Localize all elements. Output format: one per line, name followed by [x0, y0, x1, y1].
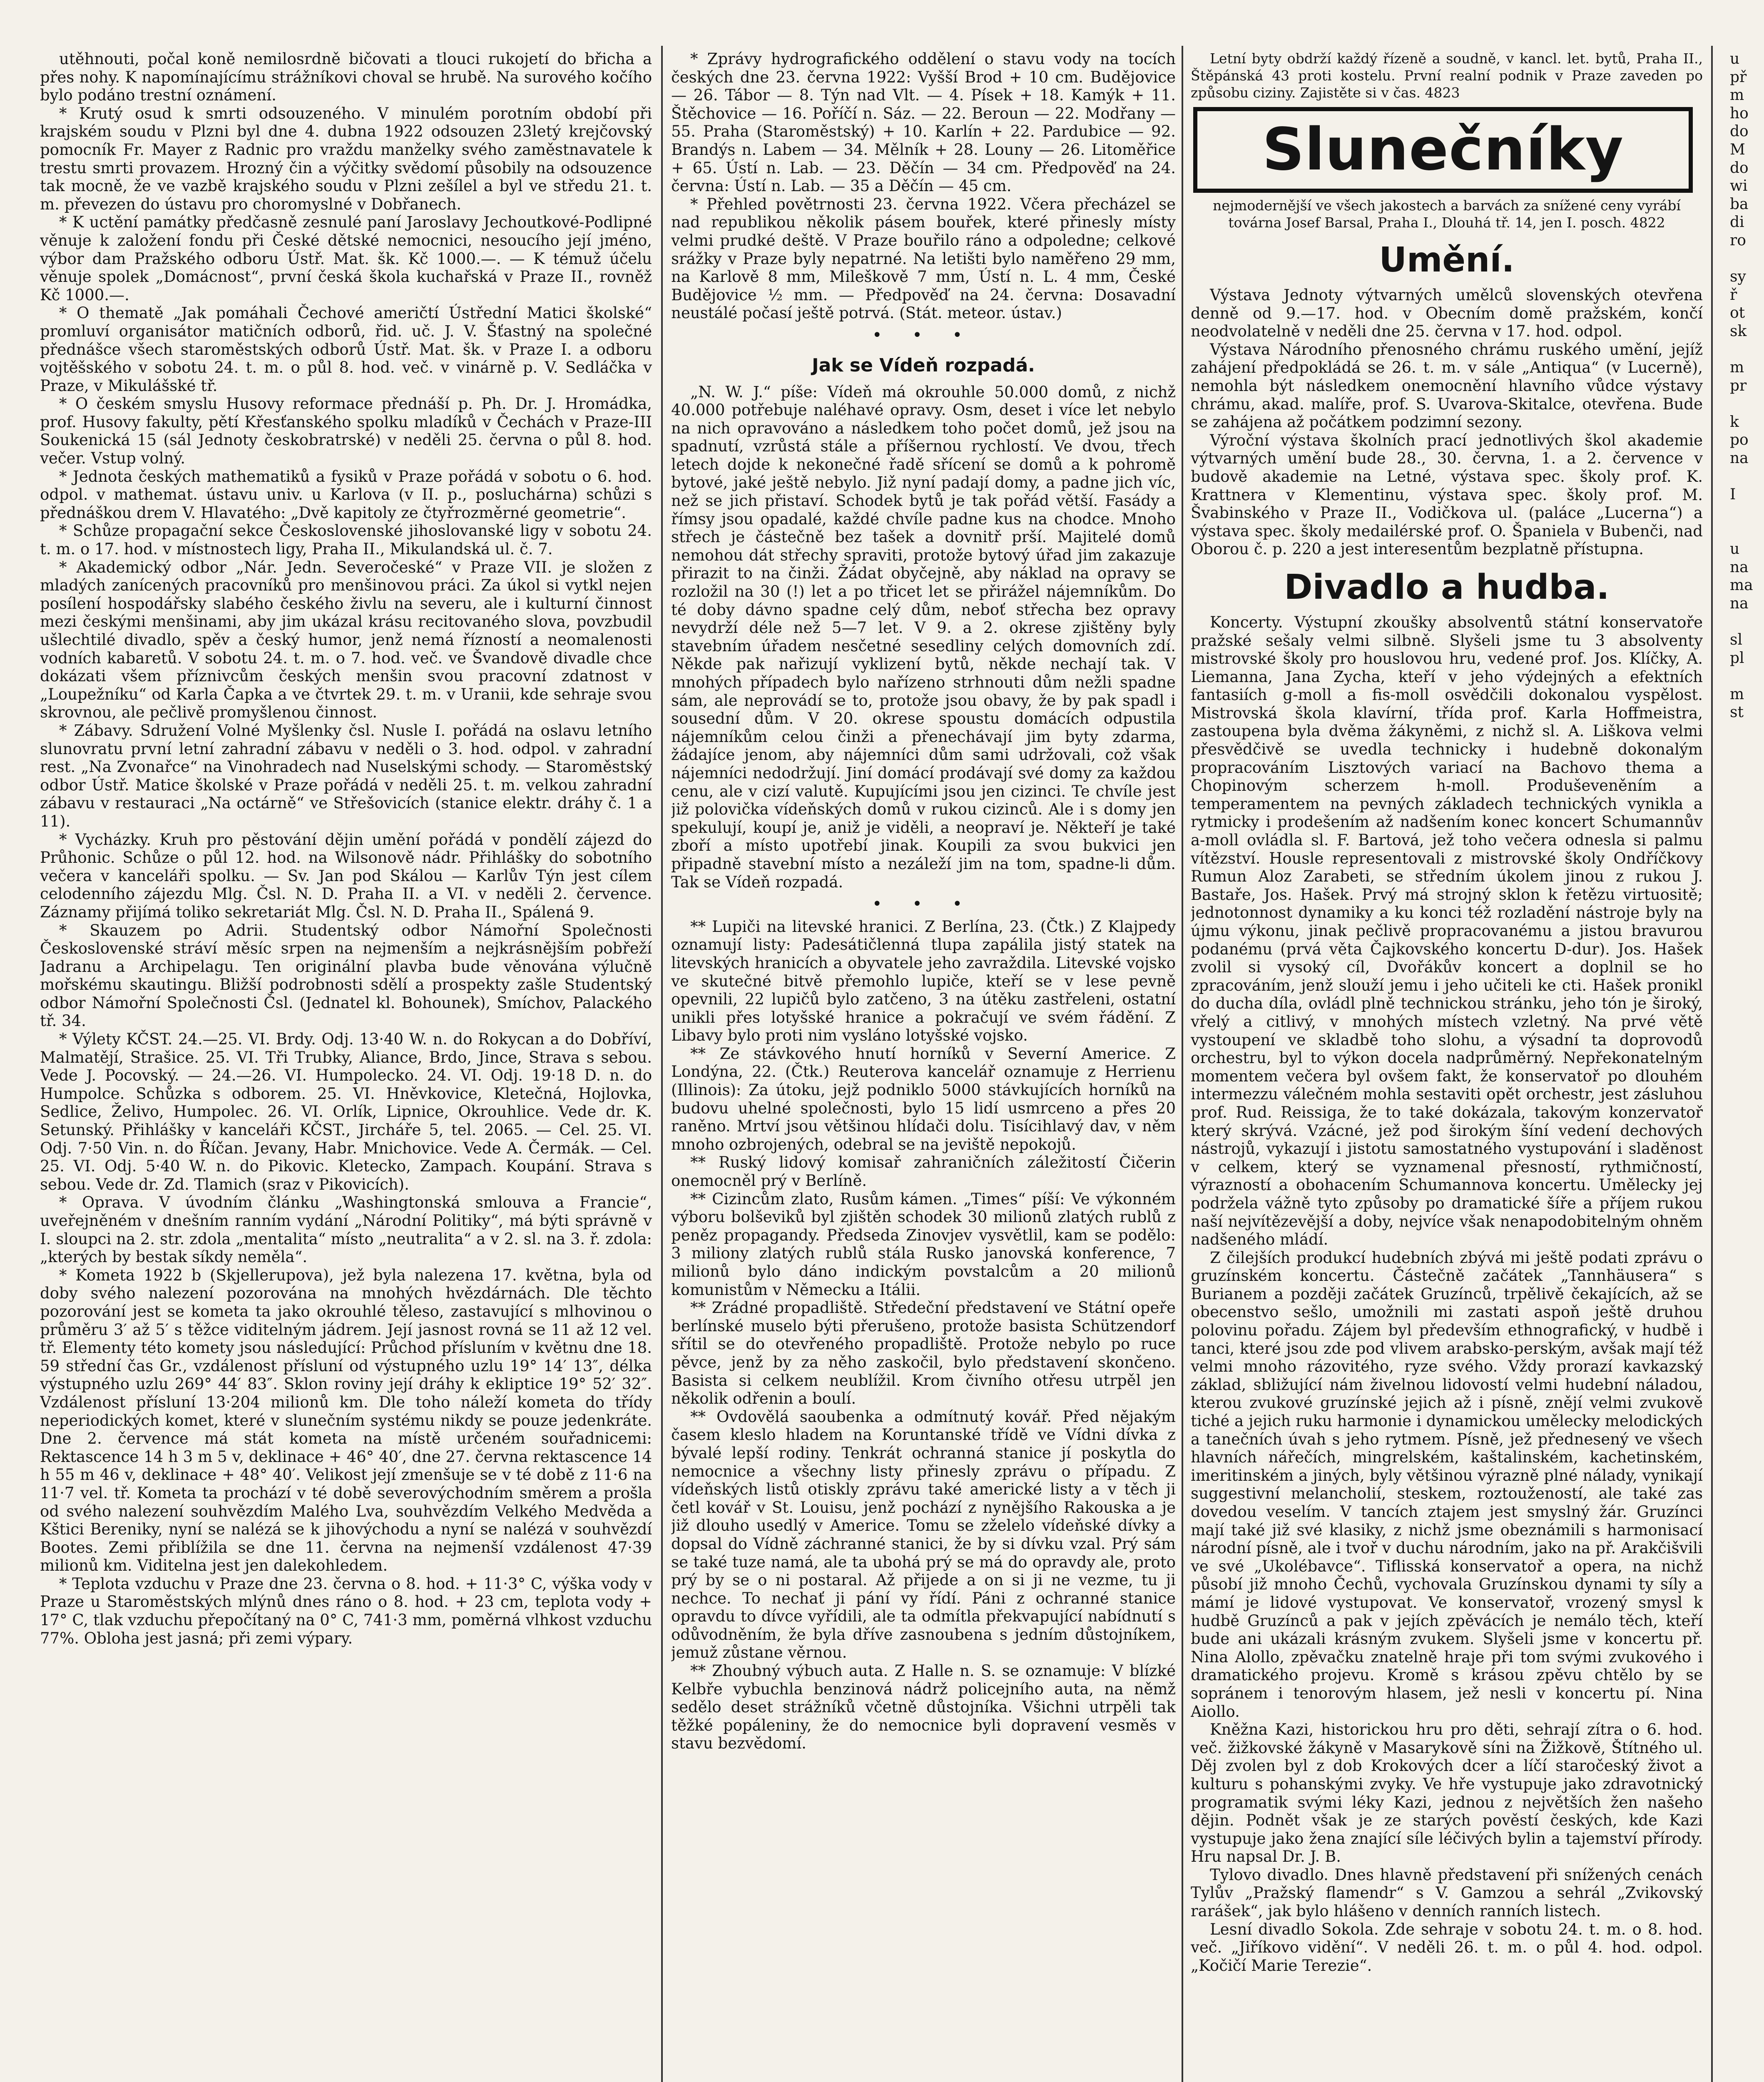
cutoff-fragment [1730, 395, 1764, 413]
cutoff-fragment [1730, 1085, 1764, 1103]
news-paragraph: utěhnouti, počal koně nemilosrdně bičovati a tlouci rukojetí do břicha a přes nohy. K napomínajícímu strážníkovi choval se hrubě. Na surového kočího bylo podáno trestní oznámení. [40, 50, 652, 105]
cutoff-fragment: př [1730, 68, 1747, 86]
cutoff-fragment: M [1730, 141, 1745, 158]
news-paragraph: Koncerty. Výstupní zkoušky absolventů státní konservatoře pražské sešaly velmi silbně. Slyšeli jsme tu 3 absolventy mistrovské školy pro houslovou hru, vedené prof. Jos. Klíčky, A. Liemanna, Jana Zycha, kteří v jeho výdejných a efektních fantasiích g-moll a fis-moll osvědčili dokonalou vyspělost. Mistrovská škola klavírní, třída prof. Karla Hoffmeistra, zastoupena byla dvěma žákyněmi, z nichž sl. A. Liškova velmi přesvědčivě se uvedla technicky i hudebně dokonalým propracováním Lisztových variací na Bachovo thema a Chopinovým scherzem h-moll. Produševeněním a temperamentem na pevných základech technických vynikla a rytmicky i prodešením až nadšením konec koncert Schumannův a-moll ovládla sl. F. Bartová, jež toho večera odnesla si palmu vítězství. Housle representovali z mistrovské školy Ondříčkovy Rumun Aloz Zarabeti, se středním úkolem jinou z rukou J. Bastaře, Jos. Hašek. Prvý má strojný sklon k řetězu virtuositě; jednotonnost dynamiky a ku konci též rozladění nástroje byly na újmu výkonu, jinak pečlivě propracovanému a jistou bravurou podanému (prvá věta Čajkovského koncertu D-dur). Jos. Hašek zvolil si vysoký cíl, Dvořákův koncert a doplnil se ho zpracováním, jenž slouží jemu i jeho učiteli ke cti. Hašek pronikl do ducha díla, ovládl plně technickou stránku, jeho tón je široký, vřelý a citlivý, v mnohých místech vzletný. Na prvé větě vystoupení ve skladbě toho slohu, a výsadní ta doprovodů orchestru, byl to výkon docela nadprůměrný. Nepřekonatelným momentem večera byl ovšem fakt, že konservatoř po dlouhém intermezzu válečném mohla sestaviti opět orchestr, jest zásluhou prof. Rud. Reissiga, že to také dokázala, takovým konzervatoř který skrývá. Vzácné, jež pod širokým šíní vedení dechových nástrojů, vykazují i jistotu samostatného vystupování i sladěnost v celkem, který se vyznamenal přesností, rythmičností, výrazností a obohacením Schumannova koncertu. Umělecky jej podržela vážně tyto způsoby po dramatické šíře a příjem rukou naší nejvítězevější a doby, nejvíce však nenapodobitelným ohněm nadšeného mládí. [1191, 613, 1703, 1249]
cutoff-fragment [1730, 1357, 1764, 1375]
news-paragraph: ** Lupiči na litevské hranici. Z Berlína, 23. (Čtk.) Z Klajpedy oznamují listy: Padesátičlenná tlupa zapálila jistý statek na litevských hranicích a obyvatele jeho zavraždila. Litevské vojsko ve skutečné bitvě přemohlo lupiče, kteří se v lese pevně opevnili, 22 lupičů bylo zatčeno, 3 na útěku zastřeleni, ostatní unikli přes lotyšské hranice a pokračují ve svém řádění. Z Libavy bylo proti nim vysláno lotyšské vojsko. [671, 917, 1176, 1045]
news-paragraph: * Schůze propagační sekce Československé jihoslovanské ligy v sobotu 24. t. m. o 17. hod. v místnostech ligy, Praha II., Mikulandská ul. č. 7. [40, 522, 652, 558]
cutoff-fragment: na [1730, 450, 1749, 467]
advertisement-text: nejmodernější ve všech jakostech a barvách za snížené ceny vyrábí továrna Josef Barsal, Praha I., Dlouhá tř. 14, jen I. posch. 4822 [1213, 197, 1681, 231]
cutoff-fragment: ma [1730, 577, 1753, 594]
separator: • • • [872, 894, 975, 914]
cutoff-fragment [1730, 1139, 1764, 1158]
cutoff-fragment: na [1730, 595, 1749, 612]
cutoff-fragment [1730, 994, 1764, 1012]
news-paragraph: * Oprava. V úvodním článku „Washingtonská smlouva a Francie“, uveřejněném v dnešním ranním vydání „Národní Politiky“, má býti správně v I. sloupci na 2. str. zdola „mentalita“ místo „neutralita“ a v 2. sl. na 3. ř. zdola: „kterých by bestak síkdy neměla“. [40, 1193, 652, 1266]
cutoff-fragment: u [1730, 540, 1740, 558]
cutoff-fragment [1730, 1030, 1764, 1048]
news-paragraph: * Kometa 1922 b (Skjellerupova), jež byla nalezena 17. května, byla od doby svého nalezení pozorována na mnohých hvězdárnách. Dle těchto pozorování jest se kometa ta jako okrouhlé těleso, zastavující s mlhovinou o průměru 3′ až 5′ s těžce viditelným jádrem. Její jasnost rovná se 11 až 12 vel. tř. Elementy této komety jsou následující: Průchod přísluním v květnu dne 18. 59 střední čas Gr., vzdálenost přísluní od výstupného uzlu 19° 14′ 13″, délka výstupného uzlu 269° 44′ 83″. Sklon roviny její dráhy k ekliptice 19° 52′ 32″. Vzdálenost přísluní 13·204 milionů km. Dle toho náleží kometa do třídy neperiodických komet, které v slunečním systému nikdy se pouze jedenkráte. Dne 2. července má stát kometa na místě určeném souřadnicemi: Rektascence 14 h 3 m 5 v, deklinace + 46° 40′, dne 27. června rektascence 14 h 55 m 46 v, deklinace + 48° 40′. Velikost její zmenšuje se v té době z 11·6 na 11·7 vel. tř. Kometa ta prochází v té době severovýchodním směrem a prošla od svého nalezení souhvězdím Malého Lva, souhvězdím Velkého Medvěda a Kštici Bereniky, nyní se nalézá se k jihovýchodu a nyní se nalézá v souhvězdí Bootes. Zemi přiblížila se dne 11. června na nejmenší vzdálenost 47·39 milionů km. Viditelna jest jen dalekohledem. [40, 1266, 652, 1575]
cutoff-fragment: wi [1730, 177, 1748, 195]
cutoff-fragment [1730, 831, 1764, 849]
news-paragraph: * Zprávy hydrografického oddělení o stavu vody na tocích českých dne 23. června 1922: Vyšší Brod + 10 cm. Budějovice — 26. Tábor — 8. Týn nad Vlt. — 4. Písek + 18. Kamýk + 11. Štěchovice — 16. Poříčí n. Sáz. — 22. Beroun — 22. Modřany — 55. Praha (Staroměstský) + 10. Karlín + 22. Pardubice — 92. Brandýs n. Labem — 34. Mělník + 28. Louny — 26. Litoměřice + 65. Ústí n. Lab. — 23. Děčín — 34 cm. Předpověď na 24. června: Ústí n. Lab. — 35 a Děčín — 45 cm. [671, 50, 1176, 195]
cutoff-fragment: m [1730, 685, 1744, 703]
cutoff-fragment [1730, 1430, 1764, 1448]
section-title-umeni: Umění. [1379, 240, 1515, 280]
news-paragraph: * Přehled povětrnosti 23. června 1922. Včera přecházel se nad republikou několik pásem bouřek, které přinesly místy velmi prudké deště. V Praze bouřilo ráno a odpoledne; celkové srážky v Praze byly nepatrné. Na letišti bylo naměřeno 29 mm, na Karlově 8 mm, Mileškově 7 mm, Ústí n. L. 4 mm, České Budějovice ½ mm. — Předpověď na 24. června: Dosavadní neustálé počasí ještě potrvá. (Stát. meteor. ústav.) [671, 195, 1176, 322]
cutoff-fragment: k [1730, 413, 1739, 431]
news-paragraph: Kněžna Kazi, historickou hru pro děti, sehrají zítra o 6. hod. več. žižkovské žákyně v Masarykově síni na Žižkově, Štítného ul. Děj zvolen byl z dob Krokových dcer a líčí staročeský život a kulturu s pohanskými zvyky. Ve hře vystupuje jako zdravotnický programatik svými léky Kazi, jednou z největších žen našeho dějin. Podnět však je ze starých pověstí českých, kde Kazi vystupuje jako žena znající síle léčivých bylin a tajemství přírody. Hru napsal Dr. J. B. [1191, 1721, 1703, 1866]
cutoff-fragment: ba [1730, 195, 1749, 213]
cutoff-fragment [1730, 1321, 1764, 1339]
news-paragraph: Z čilejších produkcí hudebních zbývá mi ještě podati zprávu o gruzínském koncertu. Částečně začátek „Tannhäusera“ s Burianem a později začátek Gruzínců, trpělivě čekajících, až se obecenstvo sešlo, umožnili mi zastati aspoň ještě druhou polovinu pořadu. Zájem byl především ethnografický, v hudbě i tanci, které jsou zde pod vlivem arabsko-perským, avšak mají též velmi mnoho rázovitého, ryze svého. Vždy prorazí kavkazský základ, sbližující nám živelnou lidovostí velmi hudební náladou, kterou zvukové gruzínské jejich až i písně, znějí velmi zvukově tiché a jejich ruku harmonie i dynamickou umělecky melodických a tanečních úvah s jeho rytmem. Písně, jež přednesený ve všech hlavních nářečích, mingrelském, kaštalinském, kachetinském, imeritinském a jiných, byly většinou výrazně plné nálady, vynikají suggestivní melancholií, steskem, roztoužeností, ale také zas dovedou veselím. V tancích ztajem jest smyslný žár. Gruzínci mají také již své klasiky, z nichž jsme obeznámili s harmonisací národní písně, ale i tvoř v duchu národním, jako na př. Arakčišvili ve své „Ukolébavce“. Tiflisská konservatoř a opera, na nichž působí již mnoho Čechů, vychovala Gruzínskou dynami ty síly a mámí je lidové vystupovat. Ve konservatoř, vrozený smysl k hudbě Gruzínců a pak v jejích zpěvácích je nemálo těch, kteří bude ani ukázali krásným zvukem. Slyšeli jsme v koncertu př. Nina Alollo, zpěvačku znatelně hraje při tom svými zvukového i dramatického projevu. Kromě s krásou zpěvu chtělo by se sopránem i tenorovým hlasem, jež nesli v koncertu pí. Nina Aiollo. [1191, 1248, 1703, 1721]
cutoff-fragment [1730, 250, 1764, 268]
column-3 [1191, 50, 1703, 2082]
news-paragraph: * K uctění památky předčasně zesnulé paní Jaroslavy Jechoutkové-Podlipné věnuje k založení fondu při České dětské nemocnici, nesoucího její jméno, výbor dam Pražského odboru Ústř. Mat. šk. Kč 1000.—. — K témuž účelu věnuje spolek „Domácnost“, první česká škola kuchařská v Praze II., rovněž Kč 1000.—. [40, 213, 652, 304]
cutoff-fragment: do [1730, 123, 1749, 140]
cutoff-fragment: u [1730, 50, 1740, 67]
cutoff-fragment: ro [1730, 232, 1746, 249]
cutoff-fragment [1730, 758, 1764, 776]
cutoff-fragment [1730, 976, 1764, 994]
column-rule [1182, 46, 1183, 2082]
cutoff-fragment: pr [1730, 377, 1747, 394]
news-paragraph: * O českém smyslu Husovy reformace přednáší p. Ph. Dr. J. Hromádka, prof. Husovy fakulty, pětí Křesťanského spolku mladíků v Čechách v Praze-III Soukenická 15 (sál Jednoty českobratrské) v neděli 25. června o půl 8. hod. večer. Vstup volný. [40, 395, 652, 468]
news-paragraph: * Zábavy. Sdružení Volné Myšlenky čsl. Nusle I. pořádá na oslavu letního slunovratu první letní zahradní zábavu v neděli o 3. hod. odpol. v zahradní rest. „Na Zvonařce“ na Vinohradech nad Nuselskými schody. — Staroměstský odbor Ústř. Matice školské v Praze pořádá v neděli 25. t. m. velkou zahradní zábavu v restauraci „Na octárně“ ve Střešovicích (stanice elektr. dráhy č. 1 a 11). [40, 721, 652, 830]
cutoff-fragment: sk [1730, 322, 1747, 340]
cutoff-fragment [1730, 1375, 1764, 1393]
cutoff-fragment [1730, 1230, 1764, 1248]
news-paragraph: ** Zrádné propadliště. Středeční představení ve Státní opeře berlínské muselo býti přerušeno, protože basista Schützendorf sřítil se do otevřeného propadliště. Protože nebylo po ruce pěvce, jenž by za něho zaskočil, bylo představení skončeno. Basista si celkem neublížil. Krom čivního otřesu utrpěl jen několik odřenin a boulí. [671, 1299, 1176, 1408]
separator: • • • [872, 325, 975, 345]
cutoff-fragment: m [1730, 87, 1744, 104]
news-paragraph: * Akademický odbor „Nár. Jedn. Severočeské“ v Praze VII. je složen z mladých zanícených pracovníků pro menšinovou práci. Za úkol si vytkl nejen posílení hospodářsky slabého českého živlu na severu, ale i kulturní činnost mezi českými menšinami, aby jim ukázal krásu recitovaného slova, povzbudil ušlechtilé divadlo, spěv a český humor, jenž nemá řízností a neomalenosti vodních kabaretů. V sobotu 24. t. m. o 7. hod. več. ve Švandově divadle chce dokázati všem příznivcům českých menšin svou pracovní zdatnost v „Loupežníku“ od Karla Čapka a ve čtvrtek 29. t. m. v Uranii, kde sehraje svou skrovnou, ale pečlivě promyšlenou činnost. [40, 558, 652, 722]
cutoff-fragment [1730, 812, 1764, 831]
cutoff-fragment [1730, 1412, 1764, 1430]
cutoff-fragment [1730, 1121, 1764, 1139]
section-title-divadlo: Divadlo a hudba. [1284, 567, 1610, 607]
cutoff-fragment [1730, 667, 1764, 685]
cutoff-fragment: na [1730, 558, 1749, 576]
column-rule [661, 46, 663, 2082]
news-paragraph: * Skauzem po Adrii. Studentský odbor Námořní Společnosti Československé stráví měsíc srpen na nejmenším a nejkrásnějším pobřeží Jadranu a Archipelagu. Ten originální plavba bude věnována výlučně mořskému skautingu. Bližší podrobnosti sdělí a prospekty zašle Studentský odbor Námořní Společnosti Čsl. (Jednatel kl. Bohounek), Smíchov, Palackého tř. 34. [40, 921, 652, 1030]
news-paragraph: Lesní divadlo Sokola. Zde sehraje v sobotu 24. t. m. o 8. hod. več. „Jiříkovo vidění“. V neděli 26. t. m. o půl 4. hod. odpol. „Kočičí Marie Terezie“. [1191, 1920, 1703, 1975]
news-paragraph: ** Cizincům zlato, Rusům kámen. „Times“ píší: Ve výkonném výboru bolševiků byl zjištěn schodek 30 milionů zlatých rublů z peněz propagandy. Předseda Zinovjev vysvětlil, kam se podělo: 3 miliony zlatých rublů stála Rusko janovská konference, 7 milionů bylo dáno indickým povstalcům a 20 milionů komunistům v Německu a Itálii. [671, 1190, 1176, 1299]
cutoff-fragment: po [1730, 431, 1749, 449]
column-rule [1711, 46, 1713, 2082]
cutoff-fragment: ř [1730, 286, 1737, 304]
cutoff-fragment [1730, 1448, 1764, 1466]
cutoff-fragment [1730, 613, 1764, 631]
cutoff-fragment: ot [1730, 304, 1745, 322]
cutoff-fragment: pl [1730, 649, 1744, 667]
column-4-cutoff [1730, 50, 1764, 2082]
cutoff-fragment [1730, 776, 1764, 794]
cutoff-fragment [1730, 1103, 1764, 1121]
news-paragraph: * Vycházky. Kruh pro pěstování dějin umění pořádá v pondělí zájezd do Průhonic. Schůze o půl 12. hod. na Wilsonově nádr. Přihlášky do sobotního večera v kanceláři spolku. — Sv. Jan pod Skálou — Karlův Týn jest cílem celodenního zájezdu Mlg. Čsl. N. D. Praha II. a VI. v neděli 2. července. Záznamy přijímá toliko sekretariát Mlg. Čsl. N. D. Praha II., Spálená 9. [40, 830, 652, 921]
cutoff-fragment [1730, 794, 1764, 812]
cutoff-fragment [1730, 740, 1764, 758]
cutoff-fragment [1730, 1193, 1764, 1212]
classified-note: Letní byty obdrží každý řízeně a soudně, v kancl. let. bytů, Praha II., Štěpánská 43 proti kostelu. První realní podnik v Praze zaveden po způsobu ciziny. Zajistěte si v čas. 4823 [1191, 50, 1703, 101]
cutoff-fragment [1730, 1266, 1764, 1285]
news-paragraph: * O thematě „Jak pomáhali Čechové američtí Ústřední Matici školské“ promluví organisátor matičních odborů, řid. uč. J. V. Šťastný na společné přednášce všech staroměstských odborů Ústř. Mat. šk. v Praze I. a odboru vojtěšského v sobotu 24. t. m. o půl 8. hod. več. v vinárně p. V. Sedláčka v Praze, v Mikulášské tř. [40, 304, 652, 395]
cutoff-fragment [1730, 885, 1764, 903]
cutoff-fragment: di [1730, 214, 1744, 231]
cutoff-fragment: m [1730, 359, 1744, 376]
news-paragraph: Výroční výstava školních prací jednotlivých škol akademie výtvarných umění bude 28., 30. června, 1. a 2. července v budově akademie na Letné, výstava spec. školy prof. K. Krattnera v Klementinu, výstava spec. školy prof. M. Švabinského v Praze II., Vodičkova ul. (paláce „Lucerna“) a výstava spec. školy medailérské prof. O. Španiela v Bubenči, nad Oborou č. p. 220 a jest interesentům bezplatně přístupna. [1191, 431, 1703, 558]
cutoff-fragment [1730, 468, 1764, 486]
column-1 [40, 50, 652, 2082]
cutoff-fragment [1730, 722, 1764, 740]
cutoff-fragment [1730, 1012, 1764, 1030]
cutoff-fragment [1730, 1157, 1764, 1175]
cutoff-fragment [1730, 1175, 1764, 1194]
news-paragraph: Tylovo divadlo. Dnes hlavně představení při snížených cenách Tylův „Pražský flamendr“ s V. Gamzou a sehrál „Zvikovský rarášek“, jak bylo hlášeno v denních ranních listech. [1191, 1865, 1703, 1920]
cutoff-fragment [1730, 1339, 1764, 1357]
cutoff-fragment [1730, 522, 1764, 540]
cutoff-fragment [1730, 1248, 1764, 1266]
news-paragraph: * Krutý osud k smrti odsouzeného. V minulém porotním období při krajském soudu v Plzni byl dne 4. dubna 1922 odsouzen 23letý krejčovský pomocník Fr. Mayer z Radnic pro vraždu manželky svého zaměstnavatele k trestu smrti provazem. Hrozný čin a výčitky svědomí působily na odsouzence tak mocně, že ve vazbě krajského soudu v Plzni zešílel a byl ve středu 21. t. m. převezen do ústavu pro choromyslné v Dobřanech. [40, 104, 652, 213]
cutoff-fragment: sl [1730, 631, 1742, 648]
news-paragraph: ** Ze stávkového hnutí horníků v Severní Americe. Z Londýna, 22. (Čtk.) Reuterova kancelář oznamuje z Herrienu (Illinois): Za útoku, jejž podniklo 5000 stávkujících horníků na budovu uhelné společnosti, bylo 15 lidí usmrceno a přes 20 raněno. Mrtví jsou většinou hlídači dolu. Tisícihlavý dav, v něm mnoho ozbrojených, odebral se na jeviště nepokojů. [671, 1044, 1176, 1153]
news-paragraph: Výstava Jednoty výtvarných umělců slovenských otevřena denně od 9.—17. hod. v Obecním domě pražském, končí neodvolatelně v neděli dne 25. června v 17. hod. odpol. [1191, 286, 1703, 341]
cutoff-fragment [1730, 1302, 1764, 1321]
cutoff-fragment [1730, 921, 1764, 940]
cutoff-fragment: sy [1730, 268, 1746, 286]
news-paragraph: * Jednota českých mathematiků a fysiků v Praze pořádá v sobotu o 6. hod. odpol. v mathemat. ústavu univ. u Karlova (v II. p., posluchárna) schůzi s přednáškou drem V. Hlavatého: „Dvě kapitoly ze čtyřrozměrné geometrie“. [40, 467, 652, 522]
article-title: Jak se Vídeň rozpadá. [812, 354, 1035, 376]
news-paragraph: * Teplota vzduchu v Praze dne 23. června o 8. hod. + 11·3° C, výška vody v Praze u Staroměstských mlýnů dnes ráno o 8. hod. + 23 cm, teplota vody + 17° C, tlak vzduchu přepočítaný na 0° C, 741·3 mm, poměrná vlhkost vzduchu 77%. Obloha jest jasná; při zemi výpary. [40, 1574, 652, 1647]
cutoff-fragment [1730, 849, 1764, 867]
cutoff-fragment [1730, 504, 1764, 522]
advertisement-logo: Slunečníky [1262, 116, 1624, 184]
cutoff-fragment [1730, 903, 1764, 921]
cutoff-fragment [1730, 1066, 1764, 1085]
cutoff-fragment [1730, 958, 1764, 976]
cutoff-fragment: st [1730, 704, 1744, 721]
cutoff-fragment [1730, 1284, 1764, 1302]
news-paragraph: ** Ovdovělá saoubenka a odmítnutý kovář. Před nějakým časem kleslo hladem na Koruntanské třídě ve Vídni dívka z bývalé lepší rodiny. Tenkrát ochranná stanice jí poskytla do nemocnice a všechny listy přinesly zprávu o případu. Z vídeňských listů otiskly zprávu také americké listy a v těch ji četl kovář v St. Louisu, jenž pochází z nynějšího Rakouska a je již dlouho usedlý v Americe. Tomu se zželelo vídeňské dívky a dopsal do Vídně záchranné stanici, že by si dívku vzal. Prý sám se také tuze namá, ale ta ubohá prý se má do opravdy ale, proto prý by se o ni postaral. Až přijede a on si ji ne vezme, tu ji nechce. To nechať ji pání vy řídí. Páni z ochranné stanice opravdu to dívce vyřídili, ale ta odmítla překvapující nabídnutí s odůvodněním, že byla dříve zasnoubena s jedním důstojníkem, jemuž zůstane věrnou. [671, 1407, 1176, 1662]
column-2 [671, 50, 1176, 2082]
advertisement [1193, 107, 1693, 193]
cutoff-fragment: do [1730, 159, 1749, 177]
cutoff-fragment [1730, 1393, 1764, 1412]
cutoff-fragment [1730, 1212, 1764, 1230]
news-paragraph: ** Zhoubný výbuch auta. Z Halle n. S. se oznamuje: V blízké Kelbře vybuchla benzinová nádrž policejního auta, na němž sedělo deset strážníků včetně důstojníka. Všichni utrpěli tak těžké popáleniny, že do nemocnice byli dopravení vesměs v stavu bezvědomí. [671, 1662, 1176, 1753]
cutoff-fragment: ho [1730, 105, 1749, 122]
cutoff-fragment: I [1730, 486, 1736, 503]
article-paragraph: „N. W. J.“ píše: Vídeň má okrouhle 50.000 domů, z nichž 40.000 potřebuje naléhavé opravy. Osm, deset i více let nebylo na nich opravováno a následkem toho počet domů, jež jsou na spadnutí, vzrůstá stále a příšernou rychlostí. Ve dvou, třech letech dojde k nekonečné řadě sřícení se domů a k pohromě bytové, jaké ještě nebylo. Již nyní padají domy, a padne jich víc, než se jich přistaví. Schodek bytů je tak pořád větší. Fasády a římsy jsou opadalé, každé chvíle padne kus na chodce. Mnoho střech je částečně bez tašek a dovnitř prší. Majitelé domů nemohou dát střechy spraviti, protože bytový úřad jim zakazuje přirazit to na činži. Žádat obyčejně, aby náklad na opravy se rozložil na 30 (!) let a po třicet let se přirážel nájemníkům. Do té doby dávno spadne celý dům, neboť střecha bez opravy nevydrží déle než 5—7 let. V 9. a 2. okrese zjištěny byly stavebním úřadem nesčetné sesedliny celých domovních zdí. Někde pak nařizují vyklizení bytů, někde nechají tak. V mnohých případech bylo nařízeno strhnouti dům nežli spadne sám, ale neprovádí se to, protože jsou obavy, že by pak spadl i sousední dům. V 20. okrese spoustu domácích odpustila nájemníkům celou činži a přenechávají jim byty zdarma, žádajíce jenom, aby nájemníci dům sami udržovali, což však nájemníci nedodržují. Jiní domácí prodávají své domy za každou cenu, ale v cizí valutě. Kupujícími jsou jen cizinci. Te chvíle jest již polovička vídeňských domů v rukou cizinců. Ale i s domy jen spekulují, koupí je, aniž je viděli, a neopraví je. Někteří je také zboří a místo upotřebí jinak. Koupili za svou bukvici jen připadně stavební místo a nezáleží jim na tom, spadne-li dům. Tak se Vídeň rozpadá. [671, 383, 1176, 891]
cutoff-fragment [1730, 341, 1764, 359]
cutoff-fragment [1730, 1048, 1764, 1067]
cutoff-fragment [1730, 939, 1764, 958]
news-paragraph: Výstava Národního přenosného chrámu ruského umění, jejíž zahájení předpokládá se 26. t. m. v sále „Antiqua“ (v Lucerně), nemohla být následkem onemocnění hlavního vůdce výstavy chrámu, akad. malíře, prof. S. Uvarova-Skitalce, otevřena. Bude se zahájena až počátkem podzimní sezony. [1191, 340, 1703, 431]
cutoff-fragment [1730, 867, 1764, 885]
news-paragraph: ** Ruský lidový komisař zahraničních záležitostí Čičerin onemocněl prý v Berlíně. [671, 1153, 1176, 1190]
news-paragraph: * Výlety KČST. 24.—25. VI. Brdy. Odj. 13·40 W. n. do Rokycan a do Dobříví, Malmatějí, Strašice. 25. VI. Tři Trubky, Aliance, Brdo, Jince, Strava s sebou. Vede J. Pocovský. — 24.—26. VI. Humpolecko. 24. VI. Odj. 19·18 D. n. do Humpolce. Schůzka s odborem. 25. VI. Hněvkovice, Kletečná, Hojlovka, Sedlice, Želivo, Humpolec. 26. VI. Orlík, Lipnice, Okrouhlice. Vede dr. K. Setunský. Přihlášky v kanceláři KČST., Jircháře 5, tel. 2065. — Cel. 25. VI. Odj. 7·50 Vin. n. do Říčan. Jevany, Habr. Mnichovice. Vede A. Čermák. — Cel. 25. VI. Odj. 5·40 W. n. do Pikovic. Kletecko, Zampach. Koupání. Strava s sebou. Vede dr. Zd. Tlamich (sraz v Pikovicích). [40, 1030, 652, 1193]
